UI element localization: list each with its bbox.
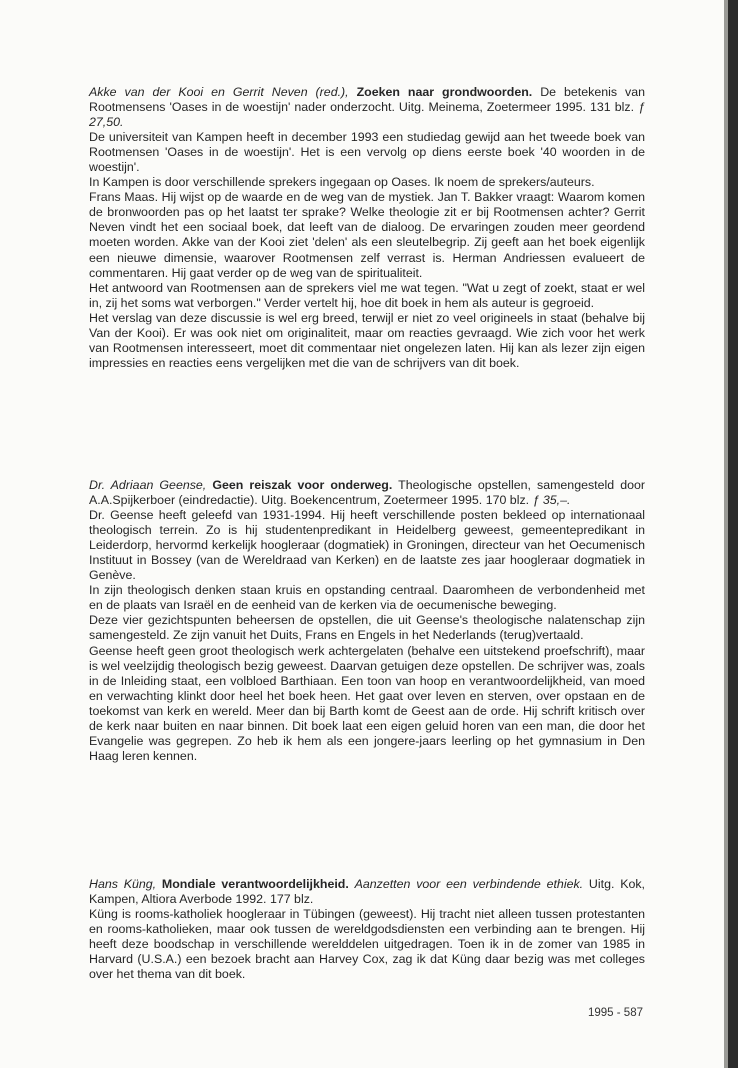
- review-kung: [89, 877, 645, 982]
- review-paragraph: In zijn theologisch denken staan kruis en opstanding centraal. Daaromheen de verbondenheid met en de plaats van Israël en de eenheid van de kerken via de oecumenische beweging.: [89, 583, 645, 613]
- review-heading: [89, 877, 645, 907]
- review-paragraph: Geense heeft geen groot theologisch werk achtergelaten (behalve een uitstekend proefschrift), maar is wel veelzijdig theologisch bezig geweest. Daarvan getuigen deze opstellen. De schrijver was, zoals in de Inleiding staat, een volbloed Barthiaan. Een toon van hoop en verantwoordelijkheid, van moed en verwachting klinkt door heel het boek heen. Het gaat over leven en sterven, over opstaan en de toekomst van kerk en wereld. Meer dan bij Barth komt de Geest aan de orde. Hij schrift kritisch over de kerk naar buiten en naar binnen. Dit boek laat een eigen geluid horen van een man, die door het Evangelie was gegrepen. Zo heb ik hem als een jongere-jaars leerling op het gymnasium in Den Haag leren kennen.: [89, 643, 645, 763]
- review-paragraph: Het antwoord van Rootmensen aan de sprekers viel me wat tegen. "Wat u zegt of zoekt, staat er wel in, zij het soms wat verborgen." Verder vertelt hij, hoe dit boek in hem als auteur is gegroeid.: [89, 280, 645, 310]
- review-publication: Theologische opstellen, samengesteld door A.A.Spijkerboer (eindredactie). Uitg. Boekencentrum, Zoetermeer 1995. 170 blz.: [89, 478, 646, 508]
- review-author: Dr. Adriaan Geense,: [89, 478, 207, 492]
- review-title: Zoeken naar grondwoorden.: [356, 85, 533, 99]
- review-kooi-neven: [89, 85, 645, 371]
- review-publication: Uitg. Kok, Kampen, Altiora Averbode 1992. 177 blz.: [89, 877, 645, 907]
- review-title: Mondiale verantwoordelijkheid.: [161, 877, 349, 891]
- review-price: ƒ 35,–.: [532, 493, 571, 508]
- page-number: 1995 - 587: [588, 1007, 643, 1019]
- review-paragraph: De universiteit van Kampen heeft in december 1993 een studiedag gewijd aan het tweede boek van Rootmensen 'Oases in de woestijn'. Het is een vervolg op diens eerste boek '40 woorden in de woestijn'.: [89, 130, 645, 175]
- review-price: ƒ 27,50.: [89, 100, 645, 130]
- review-paragraph: Dr. Geense heeft geleefd van 1931-1994. Hij heeft verschillende posten bekleed op internationaal theologisch terrein. Zo is hij studentenpredikant in Heidelberg geweest, gemeentepredikant in Leiderdorp, hervormd kerkelijk hoogleraar (dogmatiek) in Groningen, directeur van het Oecumenisch Instituut in Bossey (van de Wereldraad van Kerken) en de laatste zes jaar hoogleraar dogmatiek in Genève.: [89, 508, 645, 583]
- review-paragraph: In Kampen is door verschillende sprekers ingegaan op Oases. Ik noem de sprekers/auteurs.: [89, 175, 595, 190]
- review-author: Hans Küng,: [89, 877, 157, 891]
- review-title: Geen reiszak voor onderweg.: [212, 478, 393, 492]
- book-edge: [724, 0, 738, 1068]
- review-paragraph: Frans Maas. Hij wijst op de waarde en de weg van de mystiek. Jan T. Bakker vraagt: Waarom komen de bronwoorden pas op het laatst ter sprake? Welke theologie zit er bij Rootmensen achter? Gerrit Neven vindt het een sociaal boek, dat leeft van de dialoog. De ervaringen zouden meer geordend moeten worden. Akke van der Kooi ziet 'delen' als een sleutelbegrip. Zij geeft aan het boek eigenlijk een nieuwe dimensie, waarover Rootmensen zelf verrast is. Herman Andriessen evalueert de commentaren. Hij gaat verder op de weg van de spiritualiteit.: [89, 190, 645, 280]
- review-heading: [89, 478, 645, 508]
- review-paragraph: Deze vier gezichtspunten beheersen de opstellen, die uit Geense's theologische nalatenschap zijn samengesteld. Ze zijn vanuit het Duits, Frans en Engels in het Nederlands (terug)vertaald.: [89, 613, 645, 643]
- review-geense: [89, 478, 645, 764]
- review-heading: [89, 85, 645, 130]
- review-publication: De betekenis van Rootmensens 'Oases in de woestijn' nader onderzocht. Uitg. Meinema, Zoetermeer 1995. 131 blz.: [89, 85, 645, 115]
- review-paragraph: Küng is rooms-katholiek hoogleraar in Tübingen (geweest). Hij tracht niet alleen tussen protestanten en rooms-katholieken, maar ook tussen de wereldgodsdiensten een verbinding aan te brengen. Hij heeft deze boodschap in verschillende werelddelen uitgedragen. Toen ik in de zomer van 1985 in Harvard (U.S.A.) een bezoek bracht aan Harvey Cox, zag ik dat Küng daar bezig was met colleges over het thema van dit boek.: [89, 907, 645, 982]
- review-subtitle: Aanzetten voor een verbindende ethiek.: [354, 877, 584, 891]
- review-author: Akke van der Kooi en Gerrit Neven (red.),: [89, 85, 349, 99]
- review-paragraph: Het verslag van deze discussie is wel erg breed, terwijl er niet zo veel origineels in staat (behalve bij Van der Kooi). Er was ook niet om originaliteit, maar om reacties gevraagd. Wie zich voor het werk van Rootmensen interesseert, moet dit commentaar niet ongelezen laten. Hij kan als lezer zijn eigen impressies en reacties eens vergelijken met die van de schrijvers van dit boek.: [89, 310, 645, 370]
